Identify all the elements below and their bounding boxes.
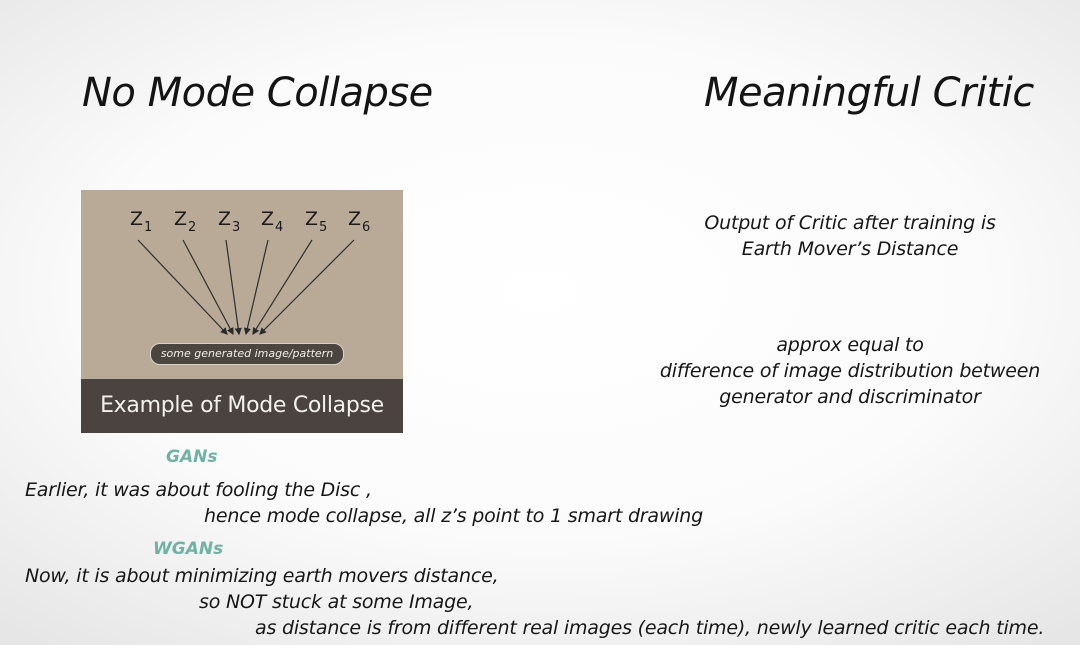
heading-no-mode-collapse: No Mode Collapse <box>82 70 433 116</box>
wgans-line-3: as distance is from different real images (each time), newly learned critic each time. <box>255 617 1045 639</box>
arrow-z3 <box>226 240 239 334</box>
arrow-z5 <box>253 240 312 334</box>
z-label-2: $Z_2$ <box>174 208 197 235</box>
gans-line-2: hence mode collapse, all z’s point to 1 smart drawing <box>204 505 703 527</box>
heading-meaningful-critic: Meaningful Critic <box>704 70 1034 116</box>
arrow-z1 <box>138 240 227 334</box>
arrow-z6 <box>260 240 354 334</box>
gans-line-1: Earlier, it was about fooling the Disc , <box>25 479 372 501</box>
critic-approx-line-2: difference of image distribution between <box>659 360 1041 382</box>
z-label-6: $Z_6$ <box>348 208 371 235</box>
wgans-line-2: so NOT stuck at some Image, <box>199 591 474 613</box>
generated-image-pill: some generated image/pattern <box>150 343 344 365</box>
arrow-z4 <box>246 240 268 334</box>
critic-output-line-1: Output of Critic after training is <box>704 212 996 234</box>
critic-output-line-2: Earth Mover’s Distance <box>741 238 959 260</box>
gans-label: GANs <box>166 447 218 467</box>
arrow-z2 <box>183 240 233 334</box>
z-label-1: $Z_1$ <box>130 208 153 235</box>
wgans-line-1: Now, it is about minimizing earth movers distance, <box>25 565 499 587</box>
z-label-3: $Z_3$ <box>218 208 241 235</box>
z-label-4: $Z_4$ <box>261 208 284 235</box>
z-label-5: $Z_5$ <box>305 208 328 235</box>
critic-approx-line-1: approx equal to <box>776 334 924 356</box>
wgans-label: WGANs <box>153 539 224 559</box>
mode-collapse-figure <box>81 190 403 433</box>
critic-approx-line-3: generator and discriminator <box>719 386 981 408</box>
figure-caption: Example of Mode Collapse <box>81 379 403 433</box>
